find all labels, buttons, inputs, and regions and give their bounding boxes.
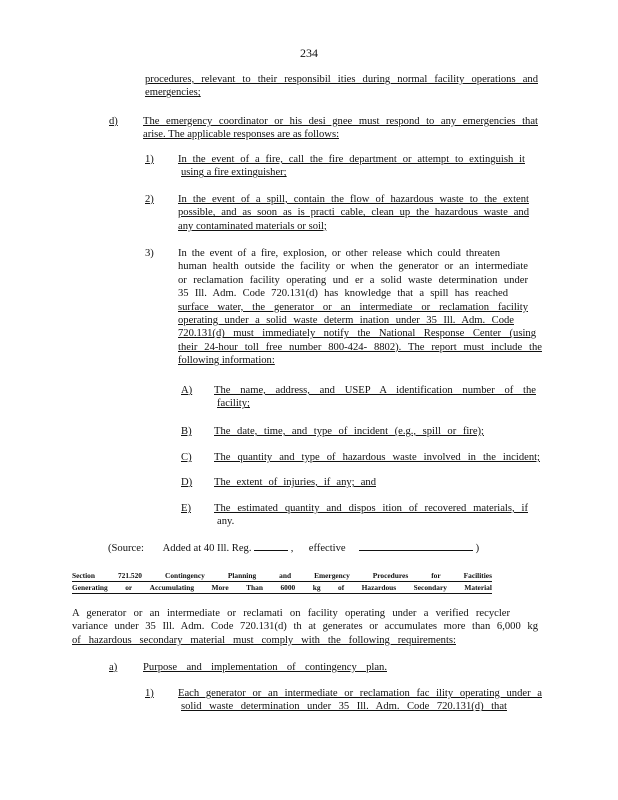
heading-word: Material — [464, 583, 492, 592]
subE-label: E) — [181, 503, 191, 514]
item-d-paragraph — [143, 115, 538, 142]
heading-word: kg — [312, 583, 321, 592]
heading-word: Contingency — [165, 571, 205, 580]
heading-word: Procedures — [372, 571, 409, 580]
page-number: 234 — [300, 46, 318, 60]
section-heading-row-2 — [72, 582, 492, 594]
heading-word: Planning — [227, 571, 257, 580]
text-line: solid waste determination under 35 Ill. Adm. Code 720.131(d) that — [181, 701, 507, 713]
heading-word: Emergency — [314, 571, 350, 580]
subA-paragraph — [214, 384, 536, 411]
text-line: any contaminated materials or soil; — [178, 220, 327, 232]
text-line: variance under 35 Ill. Adm. Code 720.131(d) th at generates or accumulates more than 6,000 kg — [72, 621, 538, 633]
section-heading — [72, 570, 492, 594]
heading-word: or — [125, 583, 133, 592]
text-line: of hazardous secondary material must comply with the following requirements: — [72, 634, 456, 646]
text-line: 35 Ill. Adm. Code 720.131(d) has knowledge that a spill has reached — [178, 288, 508, 300]
item-d-label: d) — [109, 116, 118, 127]
subC-paragraph — [214, 451, 540, 464]
text-line: The name, address, and USEP A identification number of the — [214, 385, 536, 396]
text-line: The estimated quantity and dispos ition of recovered materials, if — [214, 503, 528, 514]
intro-paragraph — [72, 607, 538, 647]
heading-word: Hazardous — [361, 583, 397, 592]
source-effective: effective — [308, 543, 346, 554]
text-line: arise. The applicable responses are as follows: — [143, 129, 340, 141]
heading-word: Secondary — [413, 583, 447, 592]
text-line: or reclamation facility operating und er a solid waste determination under — [178, 274, 528, 286]
text-line: The extent of injuries, if any; and — [214, 477, 376, 488]
heading-word: Than — [246, 583, 263, 592]
subD-label: D) — [181, 477, 193, 488]
text-line: In the event of a spill, contain the flow of hazardous waste to the extent — [178, 194, 529, 205]
subB-paragraph — [214, 425, 484, 438]
sub3-label: 3) — [145, 248, 154, 259]
source-note: (Source: Added at 40 Ill. Reg. , effective ) — [108, 543, 480, 554]
item-a-paragraph — [143, 661, 387, 674]
sub1-paragraph — [178, 153, 525, 180]
section-heading-row-1 — [72, 570, 492, 582]
subE-paragraph — [214, 502, 528, 529]
sub2-paragraph — [178, 193, 529, 233]
heading-word: Section — [72, 571, 95, 580]
text-line: facility; — [217, 398, 250, 410]
text-line: using a fire extinguisher; — [181, 167, 287, 179]
text-line: surface water, the generator or an intermediate or reclamation facility — [178, 301, 528, 313]
heading-word: Facilities — [463, 571, 492, 580]
heading-word: 6000 — [280, 583, 296, 592]
source-close: ) — [475, 543, 480, 554]
heading-word: Accumulating — [149, 583, 195, 592]
item-a1-paragraph — [178, 687, 542, 714]
text-line: In the event of a fire, call the fire department or attempt to extinguish it — [178, 154, 525, 165]
text-line: operating under a solid waste determ ination under 35 Ill. Adm. Code — [178, 315, 514, 327]
heading-word: More — [211, 583, 229, 592]
text-line: In the event of a fire, explosion, or other release which could threaten — [178, 248, 500, 259]
text-line: The quantity and type of hazardous waste involved in the incident; — [214, 452, 540, 463]
text-line: any. — [217, 516, 235, 528]
text-line: possible, and as soon as is practi cable, clean up the hazardous waste and — [178, 207, 529, 219]
text-line: their 24-hour toll free number 800-424- 8802). The report must include the — [178, 341, 542, 353]
source-open: (Source: — [108, 543, 144, 554]
text-line: following information: — [178, 355, 275, 367]
sub3-paragraph — [178, 247, 542, 368]
heading-word: Generating — [72, 583, 108, 592]
text-line: human health outside the facility or when the generator or an intermediate — [178, 261, 528, 273]
subD-paragraph — [214, 476, 376, 489]
item-a-label: a) — [109, 662, 118, 673]
continuation-paragraph — [145, 73, 538, 100]
sub1-label: 1) — [145, 154, 154, 165]
text-line: Each generator or an intermediate or reclamation fac ility operating under a — [178, 688, 542, 699]
text-line: The emergency coordinator or his desi gnee must respond to any emergencies that — [143, 116, 538, 127]
sub2-label: 2) — [145, 194, 154, 205]
effective-date-blank — [359, 550, 473, 551]
subA-label: A) — [181, 385, 193, 396]
heading-word: and — [279, 571, 292, 580]
register-blank — [254, 550, 288, 551]
text-line: The date, time, and type of incident (e.g., spill or fire); — [214, 426, 484, 437]
source-added: Added at 40 Ill. Reg. — [162, 543, 252, 554]
text-line: emergencies; — [145, 87, 201, 99]
text-line: procedures, relevant to their responsibil ities during normal facility operations and — [145, 74, 538, 85]
subB-label: B) — [181, 426, 192, 437]
item-a1-label: 1) — [145, 688, 154, 699]
text-line: A generator or an intermediate or reclamati on facility operating under a verified recycler — [72, 608, 510, 619]
heading-word: for — [431, 571, 441, 580]
text-line: 720.131(d) must immediately notify the National Response Center (using — [178, 328, 536, 340]
subC-label: C) — [181, 452, 192, 463]
heading-word: of — [338, 583, 345, 592]
heading-word: 721.520 — [117, 571, 143, 580]
text-line: Purpose and implementation of contingency plan. — [143, 662, 387, 673]
